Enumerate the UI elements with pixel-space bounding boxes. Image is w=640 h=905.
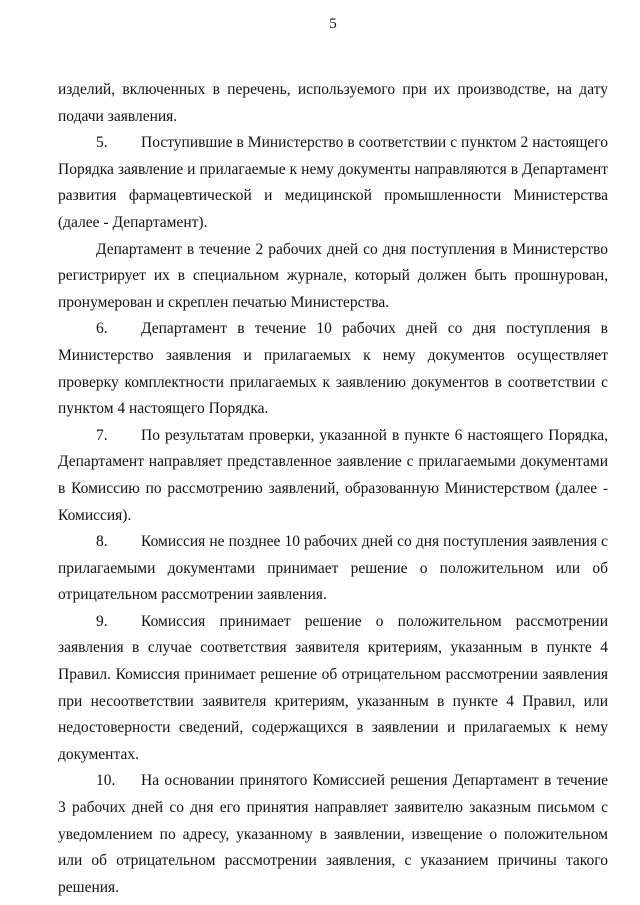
item-number: 10. (96, 772, 116, 790)
paragraph-item-5 (58, 130, 608, 236)
paragraph-text: На основании принятого Комиссией решения Департамент в течение 3 рабочих дней со дня его принятия направляет заявителю заказным письмом с уведомлением по адресу, указанному в заявлении, извещение о положительном или об отрицательном рассмотрении заявления, с указанием причины такого решения. (58, 772, 608, 896)
paragraph-item-7 (58, 423, 608, 529)
paragraph-text: Комиссия не позднее 10 рабочих дней со дня поступления заявления с прилагаемыми документами принимает решение о положительном или об отрицательном рассмотрении заявления. (58, 533, 608, 604)
page-number: 5 (329, 16, 337, 32)
paragraph-text: Департамент в течение 10 рабочих дней со дня поступления в Министерство заявления и прилагаемых к нему документов осуществляет проверку комплектности прилагаемых к заявлению документов в соответствии с пунктом 4 настоящего Порядка. (58, 320, 608, 418)
item-number: 8. (96, 533, 108, 551)
item-number: 7. (96, 426, 108, 444)
paragraph-text: Поступившие в Министерство в соответствии с пунктом 2 настоящего Порядка заявление и прилагаемые к нему документы направляются в Департамент развития фармацевтической и медицинской промышленности Министерства (далее - Департамент). (58, 134, 608, 231)
paragraph-department-registration (58, 237, 608, 317)
paragraph-item-10 (58, 768, 608, 901)
paragraph-item-8 (58, 529, 608, 609)
paragraph-text: Департамент в течение 2 рабочих дней со дня поступления в Министерство регистрирует их в специальном журнале, который должен быть прошнурован, пронумерован и скреплен печатью Министерства. (58, 240, 608, 311)
paragraph-text: По результатам проверки, указанной в пункте 6 настоящего Порядка, Департамент направляет представленное заявление с прилагаемыми документами в Комиссию по рассмотрению заявлений, образованную Министерством (далее - Комиссия). (58, 426, 608, 524)
item-number: 9. (96, 612, 108, 630)
paragraph-item-6 (58, 316, 608, 422)
paragraph-item-9 (58, 609, 608, 769)
paragraph-continuation (58, 77, 608, 130)
document-page (58, 14, 608, 901)
item-number: 5. (96, 134, 108, 152)
paragraph-text: Комиссия принимает решение о положительном рассмотрении заявления в случае соответствия заявителя критериям, указанным в пункте 4 Правил. Комиссия принимает решение об отрицательном рассмотрении заявления при несоответствии заявителя критериям, указанным в пункте 4 Правил, или недостоверности сведений, содержащихся в заявлении и прилагаемых к нему документах. (58, 612, 608, 763)
paragraph-text: изделий, включенных в перечень, используемого при их производстве, на дату подачи заявления. (58, 81, 608, 125)
item-number: 6. (96, 320, 108, 338)
